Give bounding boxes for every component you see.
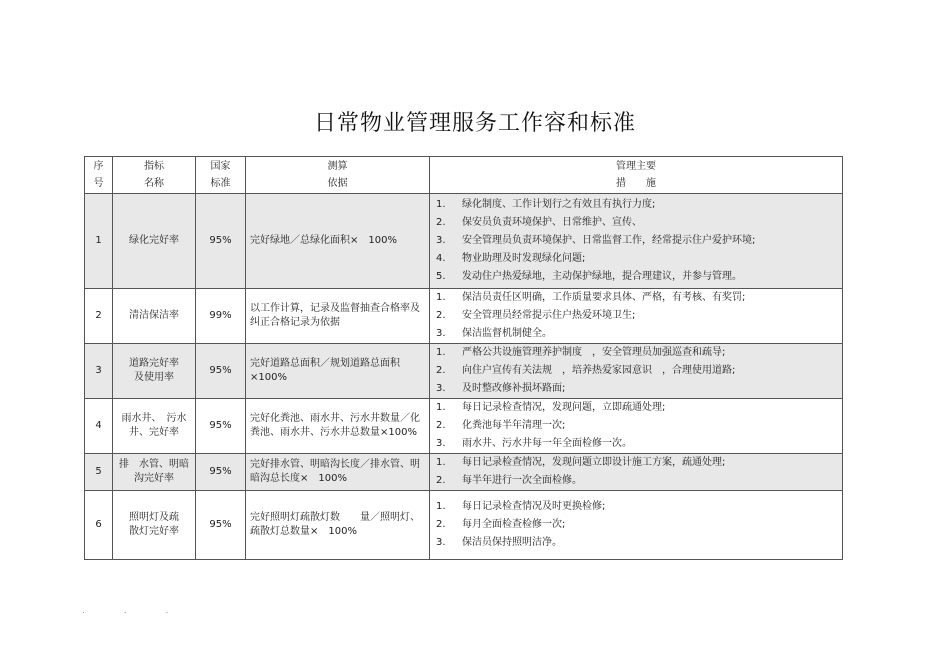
header-national-standard: 国家 标准 [196, 157, 246, 194]
measures-list [434, 498, 838, 552]
measure-number: 2. [436, 217, 446, 228]
measure-number: 2. [436, 475, 446, 486]
management-measures [430, 491, 843, 560]
list-item [434, 472, 838, 490]
measure-number: 3. [436, 328, 446, 339]
management-measures [430, 194, 843, 289]
indicator-name [113, 289, 196, 344]
standards-table [84, 156, 843, 560]
calc-basis: 完好道路总面积／规划道路总面积×100% [246, 344, 430, 399]
header-calc-basis: 测算 依据 [246, 157, 430, 194]
indicator-name-line: 绿化完好率 [129, 234, 179, 246]
measure-number: 1. [436, 457, 446, 468]
row-number: 6 [85, 491, 113, 560]
measure-text: 安全管理员经常提示住户热爱环境卫生; [462, 310, 636, 321]
calc-basis: 完好照明灯疏散灯数 量／照明灯、疏散灯总数量× 100% [246, 491, 430, 560]
measure-text: 每日记录检查情况及时更换检修; [462, 501, 606, 512]
management-measures [430, 289, 843, 344]
list-item [434, 307, 838, 325]
measure-text: 绿化制度、工作计划行之有效且有执行力度; [462, 199, 656, 210]
measure-number: 2. [436, 310, 446, 321]
list-item [434, 268, 838, 286]
list-item [434, 380, 838, 398]
footer-marks: . . . [82, 606, 187, 616]
indicator-name [113, 491, 196, 560]
list-item [434, 214, 838, 232]
measure-number: 3. [436, 235, 446, 246]
list-item [434, 362, 838, 380]
indicator-name-line: 排 水管、明暗沟完好率 [119, 458, 189, 484]
measure-text: 每日记录检查情况，发现问题，立即疏通处理; [462, 402, 666, 413]
measure-number: 2. [436, 365, 446, 376]
measures-list [434, 454, 838, 490]
list-item [434, 196, 838, 214]
list-item [434, 289, 838, 307]
row-number: 1 [85, 194, 113, 289]
national-standard: 95% [196, 399, 246, 454]
measure-text: 严格公共设施管理养护制度 ，安全管理员加强巡查和疏导; [462, 347, 726, 358]
measure-text: 物业助理及时发现绿化问题; [462, 253, 586, 264]
measure-number: 3. [436, 438, 446, 449]
row-number: 4 [85, 399, 113, 454]
indicator-name-line: 照明灯及疏 [129, 511, 179, 523]
measure-number: 2. [436, 519, 446, 530]
header-indicator: 指标 名称 [113, 157, 196, 194]
measure-text: 发动住户热爱绿地，主动保护绿地，提合理建议，并参与管理。 [462, 271, 742, 282]
management-measures [430, 454, 843, 491]
calc-basis: 完好排水管、明暗沟长度／排水管、明暗沟总长度× 100% [246, 454, 430, 491]
indicator-name-line: 及使用率 [134, 372, 174, 383]
indicator-name-line: 雨水井、 污水井、完好率 [121, 412, 187, 438]
measure-text: 安全管理员负责环境保护、日常监督工作，经常提示住户爱护环境; [462, 235, 756, 246]
measure-text: 雨水井、污水井每一年全面检修一次。 [462, 438, 632, 449]
measure-number: 1. [436, 501, 446, 512]
measure-number: 5. [436, 271, 446, 282]
list-item [434, 250, 838, 268]
measures-list [434, 399, 838, 453]
list-item [434, 399, 838, 417]
indicator-name [113, 194, 196, 289]
measure-text: 保洁监督机制健全。 [462, 328, 552, 339]
measures-list [434, 289, 838, 343]
header-no: 序 号 [85, 157, 113, 194]
measure-number: 1. [436, 199, 446, 210]
list-item [434, 534, 838, 552]
measure-number: 2. [436, 420, 446, 431]
national-standard: 95% [196, 344, 246, 399]
list-item [434, 232, 838, 250]
measure-text: 每月全面检查检修一次; [462, 519, 566, 530]
calc-basis: 完好绿地／总绿化面积× 100% [246, 194, 430, 289]
measure-number: 4. [436, 253, 446, 264]
measures-list [434, 344, 838, 398]
measure-text: 保洁员责任区明确，工作质量要求具体、严格，有考核、有奖罚; [462, 292, 746, 303]
measure-text: 每半年进行一次全面检修。 [462, 475, 582, 486]
measure-number: 1. [436, 347, 446, 358]
table-row [85, 399, 843, 454]
table-row [85, 344, 843, 399]
list-item [434, 417, 838, 435]
indicator-name-line: 清洁保洁率 [129, 309, 179, 321]
row-number: 2 [85, 289, 113, 344]
table-header-row [85, 157, 843, 194]
measure-text: 每日记录检查情况，发现问题立即设计施工方案，疏通处理; [462, 457, 726, 468]
measure-text: 化粪池每半年清理一次; [462, 420, 566, 431]
calc-basis: 完好化粪池、雨水井、污水井数量／化粪池、雨水井、污水井总数量×100% [246, 399, 430, 454]
list-item [434, 516, 838, 534]
header-measures: 管理主要 措 施 [430, 157, 843, 194]
national-standard: 99% [196, 289, 246, 344]
measures-list [434, 196, 838, 286]
indicator-name [113, 399, 196, 454]
list-item [434, 344, 838, 362]
management-measures [430, 344, 843, 399]
measure-text: 及时整改修补损坏路面; [462, 383, 566, 394]
measure-number: 3. [436, 537, 446, 548]
measure-number: 3. [436, 383, 446, 394]
list-item [434, 325, 838, 343]
list-item [434, 498, 838, 516]
measure-text: 保洁员保持照明洁净。 [462, 537, 562, 548]
table-row [85, 454, 843, 491]
national-standard: 95% [196, 194, 246, 289]
management-measures [430, 399, 843, 454]
list-item [434, 454, 838, 472]
indicator-name-line: 道路完好率 [129, 357, 179, 369]
document-title: 日常物业管理服务工作容和标准 [313, 111, 636, 136]
measure-number: 1. [436, 402, 446, 413]
indicator-name [113, 344, 196, 399]
measure-number: 1. [436, 292, 446, 303]
indicator-name-line: 散灯完好率 [129, 526, 179, 537]
table-row [85, 289, 843, 344]
row-number: 3 [85, 344, 113, 399]
national-standard: 95% [196, 454, 246, 491]
table-row [85, 491, 843, 560]
measure-text: 向住户宣传有关法规 ，培养热爱家园意识 ，合理使用道路; [462, 365, 736, 376]
table-row [85, 194, 843, 289]
calc-basis: 以工作计算，记录及监督抽查合格率及纠正合格记录为依据 [246, 289, 430, 344]
list-item [434, 435, 838, 453]
indicator-name [113, 454, 196, 491]
national-standard: 95% [196, 491, 246, 560]
row-number: 5 [85, 454, 113, 491]
measure-text: 保安员负责环境保护、日常维护、宣传、 [462, 217, 642, 228]
